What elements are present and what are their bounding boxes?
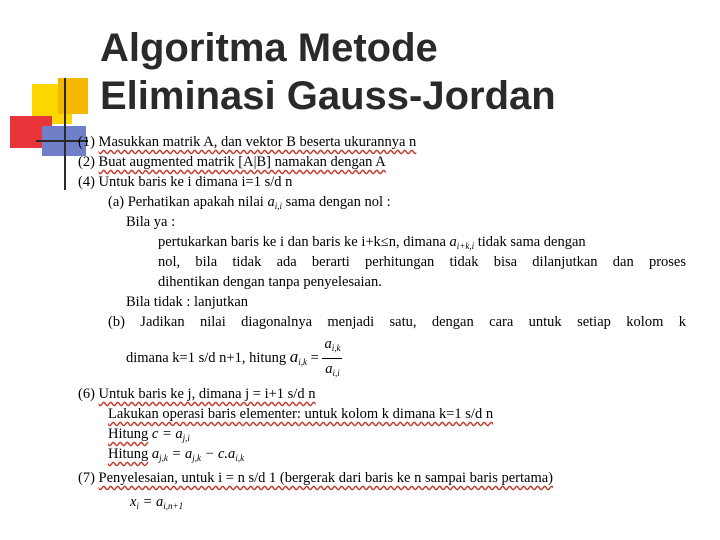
step-4a-no: Bila tidak : lanjutkan [126, 294, 249, 310]
step-7-eq: = a [142, 494, 164, 510]
step-6-hitung-1-expr: c = a [151, 426, 183, 442]
step-4a-sub: i,i [274, 201, 282, 211]
step-4b-formula-pre: dimana k=1 s/d n+1, hitung [126, 349, 287, 366]
step-6-hitung-2 [108, 444, 244, 468]
step-4a-swap-2: nol, bila tidak ada berarti perhitungan tidak bisa dilanjutkan dan proses [158, 254, 686, 270]
step-7-x-sub: i [136, 501, 139, 511]
step-4a-swap-3: dihentikan dengan tanpa penyelesaian. [158, 274, 382, 290]
formula-numerator-var: a [324, 336, 332, 352]
step-2-number: (2) [78, 154, 95, 170]
step-4a-swap-1-post: tidak sama dengan [477, 234, 586, 250]
formula-denominator-var: a [325, 361, 333, 377]
step-4a-var: a [267, 194, 275, 210]
step-6-hitung-2-mid: = a [171, 446, 193, 462]
step-1 [78, 132, 416, 152]
formula-numerator-sub: i,k [331, 343, 341, 353]
formula-equals: = [310, 349, 319, 366]
formula-fraction [322, 334, 342, 383]
title-line-2: Eliminasi Gauss-Jordan [100, 74, 556, 118]
step-4a-swap-1-var: a [449, 234, 457, 250]
step-4a-yes: Bila ya : [126, 214, 176, 230]
step-6-hitung-1-label: Hitung [108, 426, 149, 442]
step-7-x: x [130, 494, 137, 510]
step-4a-swap-1-pre: pertukarkan baris ke i dan baris ke i+k≤n, dimana [158, 234, 446, 250]
step-1-text: Masukkan matrik A, dan vektor B beserta ukurannya n [98, 134, 417, 150]
step-4a-prefix: (a) Perhatikan apakah nilai [108, 194, 264, 210]
step-6-hitung-2-end: − c.a [204, 446, 236, 462]
step-6-text: Untuk baris ke j, dimana j = i+1 s/d n [98, 386, 316, 402]
step-6-hitung-2-sub-a: j,k [159, 453, 168, 463]
formula-lhs-sub: i,k [298, 356, 308, 367]
step-4a-suffix: sama dengan nol : [285, 194, 391, 210]
slide-title [100, 24, 556, 120]
step-6-operation: Lakukan operasi baris elementer: untuk kolom k dimana k=1 s/d n [108, 406, 494, 422]
step-7-formula [130, 492, 183, 516]
formula-denominator-sub: i,i [332, 368, 340, 378]
step-6-hitung-2-label: Hitung [108, 446, 149, 462]
decor-vertical-line [64, 78, 66, 190]
formula-lhs: a [289, 346, 299, 366]
step-4 [78, 172, 292, 192]
step-2 [78, 152, 386, 172]
step-7 [78, 468, 553, 488]
step-4-number: (4) [78, 174, 95, 190]
step-6-number: (6) [78, 386, 95, 402]
step-6-hitung-2-sub-c: i,k [235, 453, 245, 463]
step-4b-formula [126, 334, 342, 383]
step-6 [78, 384, 315, 404]
step-7-a-sub: i,n+1 [163, 501, 184, 511]
step-7-number: (7) [78, 470, 95, 486]
step-6-hitung-1-sub: j,i [182, 433, 190, 443]
step-2-text: Buat augmented matrik [A|B] namakan dengan A [98, 154, 386, 170]
title-line-1: Algoritma Metode [100, 26, 438, 70]
formula-denominator [322, 359, 342, 383]
step-1-number: (1) [78, 134, 95, 150]
step-6-hitung-2-a: a [151, 446, 160, 462]
formula-numerator [322, 334, 342, 359]
step-4a-swap-1-sub: i+k,i [456, 241, 475, 251]
decor-orange-square [58, 78, 88, 114]
step-4-text: Untuk baris ke i dimana i=1 s/d n [98, 174, 293, 190]
step-6-hitung-2-sub-b: j,k [192, 453, 201, 463]
step-7-text: Penyelesaian, untuk i = n s/d 1 (bergerak dari baris ke n sampai baris pertama) [98, 470, 553, 486]
step-4b: (b) Jadikan nilai diagonalnya menjadi satu, dengan cara untuk setiap kolom k [108, 314, 686, 330]
